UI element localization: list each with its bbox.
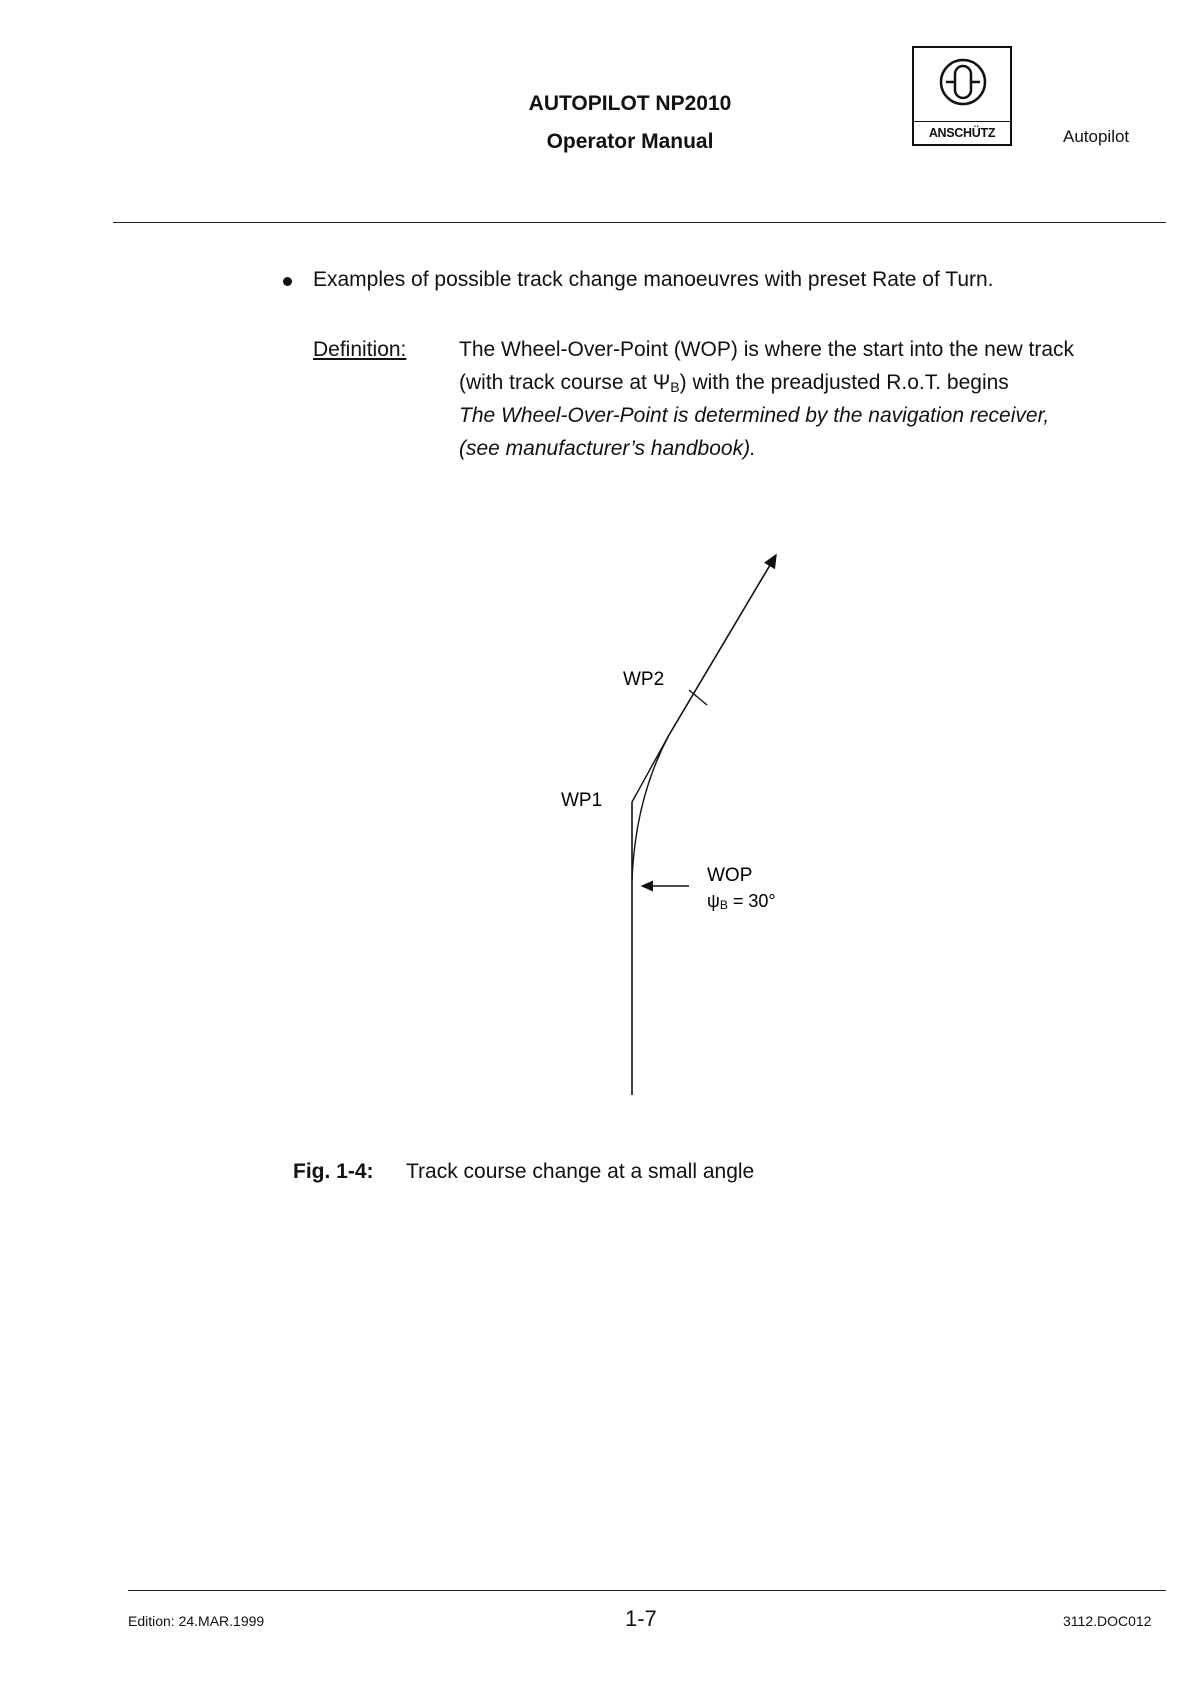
- new-track-line: [669, 555, 776, 735]
- anschutz-emblem-icon: [938, 56, 988, 108]
- definition-line-2-post: ) with the preadjusted R.o.T. begins: [679, 371, 1009, 394]
- definition-line-1: The Wheel-Over-Point (WOP) is where the start into the new track: [459, 338, 1075, 361]
- wop-label: WOP: [707, 865, 753, 886]
- wp2-label: WP2: [623, 669, 665, 690]
- definition-line-2: [459, 371, 1009, 395]
- track-change-diagram: [540, 540, 800, 1110]
- psi-sub: B: [719, 898, 728, 912]
- bullet-icon: [283, 277, 292, 286]
- definition-line-2-pre: (with track course at Ψ: [459, 371, 671, 394]
- definition-italic-line-1: The Wheel-Over-Point is determined by the navigation receiver,: [459, 404, 1050, 427]
- figure-caption-text: Track course change at a small angle: [406, 1160, 755, 1183]
- wp1-label: WP1: [561, 790, 603, 811]
- footer-divider: [128, 1590, 1166, 1591]
- section-name: Autopilot: [1063, 127, 1130, 146]
- psi-value: = 30°: [727, 891, 776, 911]
- edition-date: Edition: 24.MAR.1999: [128, 1613, 265, 1629]
- figure-caption-label: Fig. 1-4:: [293, 1160, 374, 1183]
- page-number: 1-7: [625, 1606, 657, 1631]
- turn-curve: [632, 735, 669, 880]
- header-divider: [113, 222, 1166, 223]
- definition-label: Definition:: [313, 338, 407, 361]
- bullet-text: Examples of possible track change manoeuvres with preset Rate of Turn.: [313, 268, 994, 291]
- psi-symbol: ψ: [707, 891, 720, 911]
- logo-label: ANSCHÜTZ: [914, 121, 1010, 144]
- document-id: 3112.DOC012: [1063, 1613, 1152, 1629]
- definition-line-2-sub: B: [670, 379, 680, 395]
- manual-subtitle: Operator Manual: [546, 130, 714, 153]
- psi-label: [707, 891, 776, 912]
- definition-italic-line-2: (see manufacturer’s handbook).: [459, 437, 756, 460]
- anschutz-logo: [912, 46, 1012, 146]
- manual-title: AUTOPILOT NP2010: [528, 92, 732, 115]
